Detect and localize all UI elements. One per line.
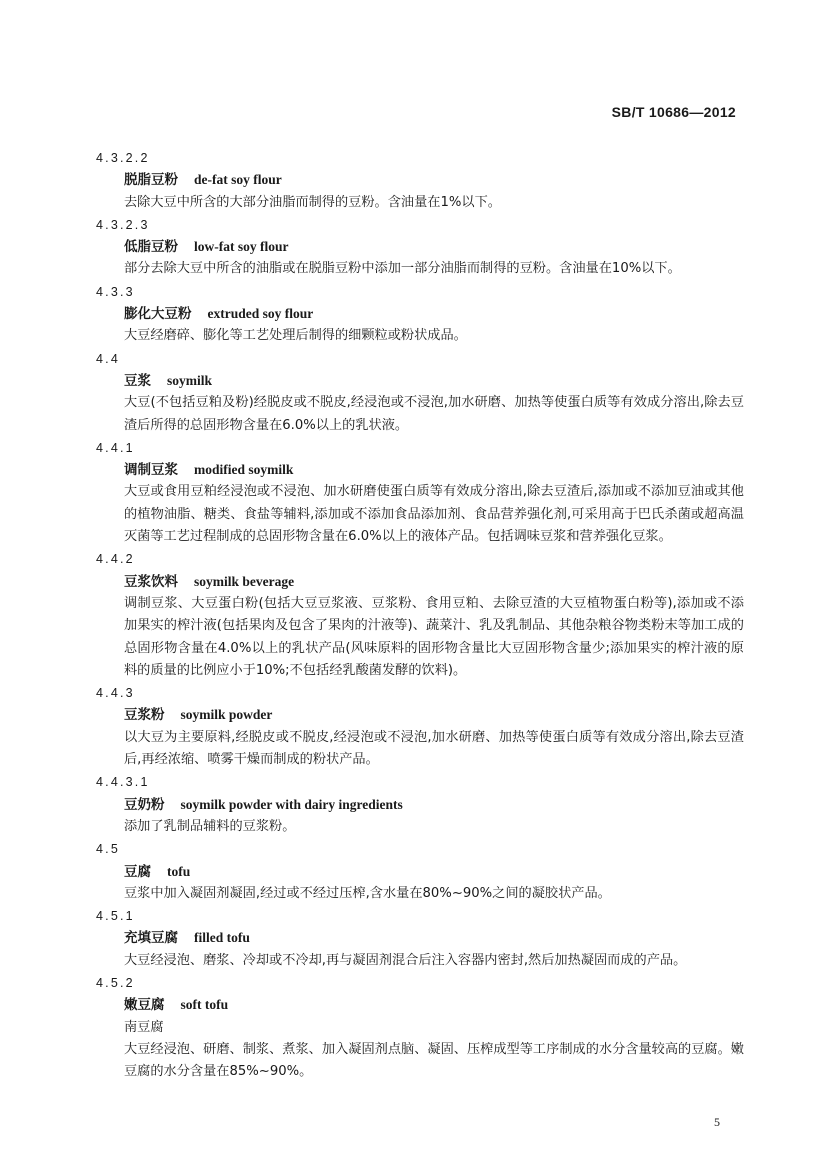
term-definition: 豆浆中加入凝固剂凝固,经过或不经过压榨,含水量在80%~90%之间的凝胶状产品。: [124, 885, 611, 901]
term-definition: 添加了乳制品辅料的豆浆粉。: [124, 818, 296, 834]
term-english: extruded soy flour: [207, 306, 314, 322]
term-chinese: 充填豆腐: [124, 930, 178, 947]
term-heading: [124, 459, 744, 481]
term-heading: [124, 704, 744, 726]
term-synonym: 南豆腐: [124, 1019, 164, 1035]
term-chinese: 膨化大豆粉: [124, 306, 192, 323]
term-definition: 去除大豆中所含的大部分油脂而制得的豆粉。含油量在1%以下。: [124, 194, 501, 210]
term-english: soymilk powder: [180, 707, 273, 723]
clause-number: 4.4: [96, 351, 120, 366]
term-heading: [124, 794, 744, 816]
term-english: filled tofu: [194, 930, 250, 946]
entry-4-3-3: [96, 281, 744, 348]
term-chinese: 豆浆粉: [124, 707, 165, 724]
entry-4-4: [96, 348, 744, 437]
clause-number: 4.3.3: [96, 284, 135, 299]
term-definition: 大豆经磨碎、膨化等工艺处理后制得的细颗粒或粉状成品。: [124, 328, 467, 344]
entry-4-3-2-2: [96, 147, 744, 214]
term-heading: [124, 994, 744, 1016]
term-english: low-fat soy flour: [194, 239, 289, 255]
term-definition: 大豆经浸泡、研磨、制浆、煮浆、加入凝固剂点脑、凝固、压榨成型等工序制成的水分含量较高的豆腐。嫩豆腐的水分含量在85%~90%。: [124, 1041, 744, 1080]
term-english: soymilk: [167, 372, 213, 388]
clause-number: 4.5.1: [96, 909, 135, 924]
clause-number: 4.4.2: [96, 552, 135, 567]
term-chinese: 豆浆: [124, 372, 151, 389]
clause-number: 4.5.2: [96, 975, 135, 990]
entry-4-4-2: [96, 548, 744, 682]
entry-4-4-3: [96, 682, 744, 771]
clause-number: 4.4.1: [96, 440, 135, 455]
term-chinese: 豆奶粉: [124, 796, 165, 813]
page-number: 5: [714, 1115, 720, 1129]
term-definition: 大豆(不包括豆粕及粉)经脱皮或不脱皮,经浸泡或不浸泡,加水研磨、加热等使蛋白质等有效成分溶出,除去豆渣后所得的总固形物含量在6.0%以上的乳状液。: [124, 395, 744, 433]
term-definition: 大豆经浸泡、磨浆、冷却或不冷却,再与凝固剂混合后注入容器内密封,然后加热凝固而成的产品。: [124, 952, 687, 968]
clause-number: 4.5: [96, 842, 120, 857]
term-heading: [124, 303, 744, 325]
term-english: de-fat soy flour: [194, 172, 282, 188]
clause-number: 4.4.3.1: [96, 775, 150, 790]
term-english: soymilk beverage: [194, 573, 295, 589]
standard-code: SB/T 10686—2012: [611, 104, 736, 120]
term-heading: [124, 169, 744, 191]
entry-4-3-2-3: [96, 214, 744, 281]
term-definition: 以大豆为主要原料,经脱皮或不脱皮,经浸泡或不浸泡,加水研磨、加热等使蛋白质等有效成分溶出,除去豆渣后,再经浓缩、喷雾干燥而制成的粉状产品。: [124, 729, 744, 768]
term-definition: 调制豆浆、大豆蛋白粉(包括大豆豆浆液、豆浆粉、食用豆粕、去除豆渣的大豆植物蛋白粉等),添加或不添加果实的榨汁液(包括果肉及包含了果肉的汁液等)、蔬菜汁、乳及乳制品、其他杂粮谷物类粉末等加工成的总固形物含量在4.0%以上的乳状产品(风味原料的固形物含量比大豆固形物含量少;添加果实的榨汁液的原料的质量的比例应小于10%;不包括经乳酸菌发酵的饮料)。: [124, 595, 744, 678]
term-english: modified soymilk: [194, 462, 294, 478]
term-chinese: 脱脂豆粉: [124, 172, 178, 189]
term-english: tofu: [167, 863, 191, 879]
term-heading: [124, 927, 744, 949]
term-chinese: 嫩豆腐: [124, 997, 165, 1014]
term-english: soymilk powder with dairy ingredients: [180, 796, 403, 812]
term-chinese: 调制豆浆: [124, 462, 178, 479]
term-chinese: 豆浆饮料: [124, 573, 178, 590]
term-definition: 部分去除大豆中所含的油脂或在脱脂豆粉中添加一部分油脂而制得的豆粉。含油量在10%以下。: [124, 261, 681, 277]
term-definition: 大豆或食用豆粕经浸泡或不浸泡、加水研磨使蛋白质等有效成分溶出,除去豆渣后,添加或不添加豆油或其他的植物油脂、糖类、食盐等辅料,添加或不添加食品添加剂、食品营养强化剂,可采用高于巴氏杀菌或超高温灭菌等工艺过程制成的总固形物含量在6.0%以上的液体产品。包括调味豆浆和营养强化豆浆。: [124, 484, 744, 545]
term-chinese: 低脂豆粉: [124, 239, 178, 256]
entry-4-5: [96, 838, 744, 905]
term-english: soft tofu: [180, 997, 229, 1013]
term-heading: [124, 370, 744, 392]
document-body: [96, 147, 744, 1083]
entry-4-4-1: [96, 437, 744, 548]
term-heading: [124, 571, 744, 593]
term-heading: [124, 236, 744, 258]
clause-number: 4.3.2.2: [96, 151, 150, 165]
entry-4-5-1: [96, 905, 744, 972]
clause-number: 4.4.3: [96, 686, 135, 701]
entry-4-5-2: [96, 972, 744, 1083]
term-chinese: 豆腐: [124, 863, 151, 880]
term-heading: [124, 861, 744, 883]
entry-4-4-3-1: [96, 771, 744, 838]
clause-number: 4.3.2.3: [96, 217, 150, 232]
